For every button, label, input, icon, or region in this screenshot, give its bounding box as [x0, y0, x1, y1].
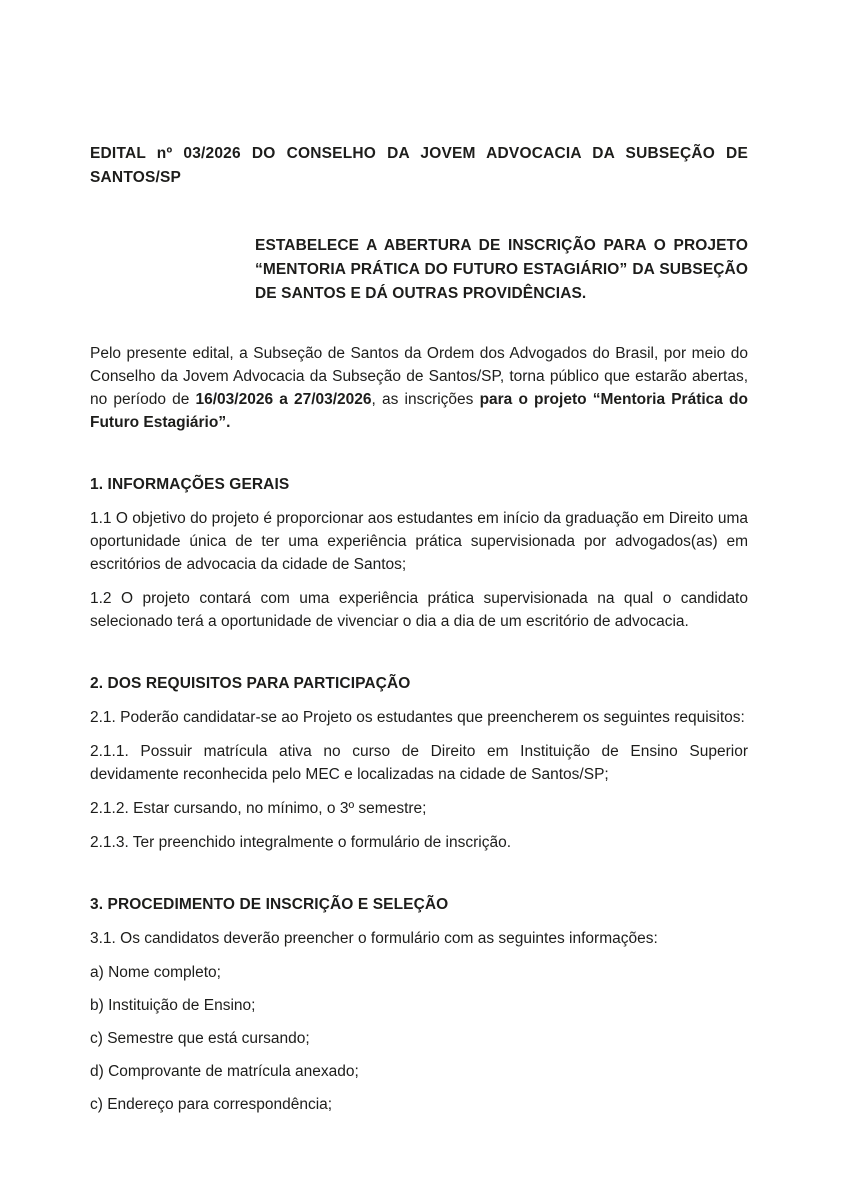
section-heading: 1. INFORMAÇÕES GERAIS	[90, 476, 290, 493]
list-item-c: c) Semestre que está cursando;	[90, 1030, 310, 1047]
paragraph-1-1: 1.1 O objetivo do projeto é proporcionar aos estudantes em início da graduação em Direito uma oportunidade única de ter uma experiência prática supervisionada por advogados(as) em escritórios de advocacia da cidade de Santos;	[90, 510, 748, 573]
paragraph-1-2: 1.2 O projeto contará com uma experiência prática supervisionada na qual o candidato selecionado terá a oportunidade de vivenciar o dia a dia de um escritório de advocacia.	[90, 590, 748, 630]
section-procedimento	[90, 893, 748, 1116]
list-item-b: b) Instituição de Ensino;	[90, 997, 256, 1014]
intro-run-1: Pelo presente edital, a Subseção de Santos da Ordem dos Advogados do Brasil, por meio do Conselho da Jovem Advocacia da Subseção de Santos/SP, torna público que estarão abertas, no período de	[90, 345, 748, 408]
paragraph-2-1: 2.1. Poderão candidatar-se ao Projeto os estudantes que preencherem os seguintes requisitos:	[90, 709, 745, 726]
list-item-c2: c) Endereço para correspondência;	[90, 1096, 333, 1113]
paragraph-2-1-1: 2.1.1. Possuir matrícula ativa no curso de Direito em Instituição de Ensino Superior devidamente reconhecida pelo MEC e localizadas na cidade de Santos/SP;	[90, 743, 748, 783]
intro-run-project: para o projeto “Mentoria Prática do Futuro Estagiário”.	[90, 391, 748, 431]
section-heading: 3. PROCEDIMENTO DE INSCRIÇÃO E SELEÇÃO	[90, 896, 449, 913]
intro-run-dates: 16/03/2026 a 27/03/2026	[195, 391, 372, 408]
paragraph-3-1: 3.1. Os candidatos deverão preencher o formulário com as seguintes informações:	[90, 930, 658, 947]
paragraph-2-1-2: 2.1.2. Estar cursando, no mínimo, o 3º semestre;	[90, 800, 427, 817]
section-requisitos	[90, 672, 748, 854]
list-item-a: a) Nome completo;	[90, 964, 221, 981]
intro-paragraph	[90, 342, 748, 434]
epigraph-block: ESTABELECE A ABERTURA DE INSCRIÇÃO PARA O PROJETO “MENTORIA PRÁTICA DO FUTURO ESTAGIÁRIO” DA SUBSEÇÃO DE SANTOS E DÁ OUTRAS PROVIDÊNCIAS.	[255, 237, 748, 302]
list-item-d: d) Comprovante de matrícula anexado;	[90, 1063, 359, 1080]
document-title: EDITAL nº 03/2026 DO CONSELHO DA JOVEM ADVOCACIA DA SUBSEÇÃO DE SANTOS/SP	[90, 145, 748, 186]
section-informacoes-gerais	[90, 473, 748, 633]
section-heading: 2. DOS REQUISITOS PARA PARTICIPAÇÃO	[90, 675, 411, 692]
intro-run-3: , as inscrições	[371, 391, 480, 408]
paragraph-2-1-3: 2.1.3. Ter preenchido integralmente o formulário de inscrição.	[90, 834, 512, 851]
